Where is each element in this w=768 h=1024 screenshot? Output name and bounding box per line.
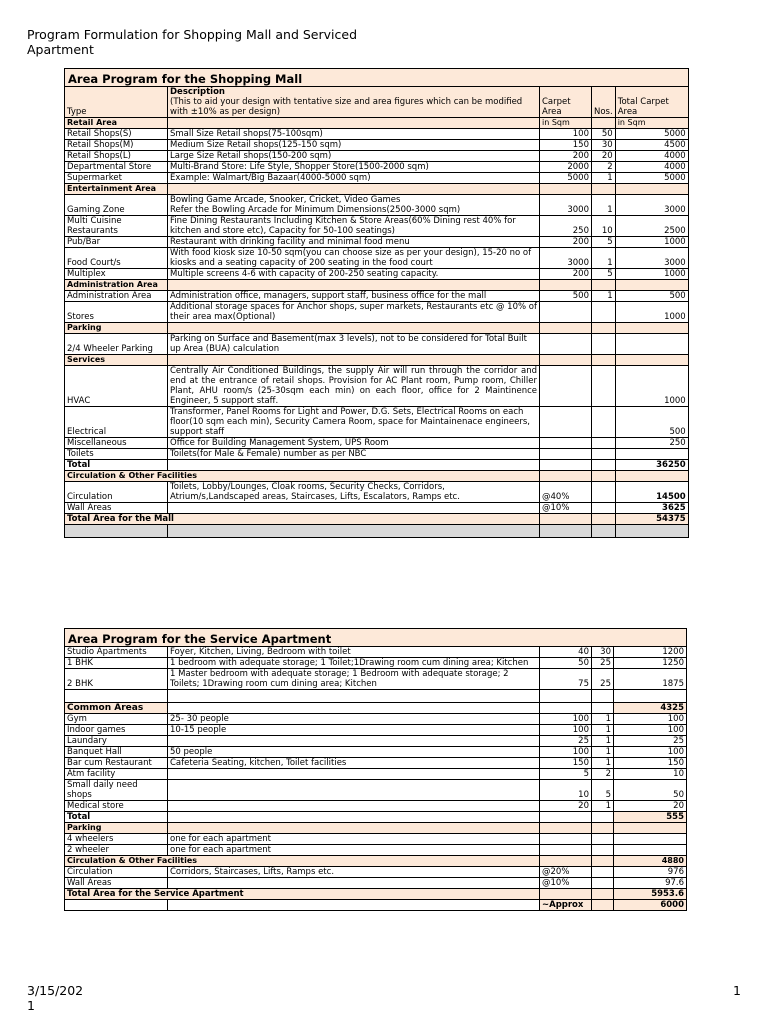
cell-type: Stores <box>65 302 168 323</box>
cell-nos: 1 <box>592 248 616 269</box>
cell-desc: Large Size Retail shops(150-200 sqm) <box>168 151 540 162</box>
section-label: Retail Area <box>65 118 168 129</box>
cell-desc: one for each apartment <box>168 834 540 845</box>
cell-carpet: 2000 <box>540 162 592 173</box>
cell-desc: Corridors, Staircases, Lifts, Ramps etc. <box>168 867 540 878</box>
cell-total: 2500 <box>615 216 688 237</box>
section-label: Administration Area <box>65 280 168 291</box>
cell-desc: Restaurant with drinking facility and minimal food menu <box>168 237 540 248</box>
cell-type: Atm facility <box>65 769 168 780</box>
table-row <box>65 878 687 889</box>
header-total-carpet-area: Total Carpet Area <box>615 87 688 118</box>
cell-nos <box>592 845 614 856</box>
header-type: Type <box>65 87 168 118</box>
table-row <box>65 302 689 323</box>
cell-nos: 1 <box>592 173 616 184</box>
cell-desc: Centrally Air Conditioned Buildings, the supply Air will run through the corridor and end at the entrance of retail shops. Provision for AC Plant room, Pump room, Chiller Plant, AHU room/s (25-30sqm each min) on each floor, office for 2 Maintinence Engineer, 5 support staff. <box>168 366 540 407</box>
cell-carpet: 500 <box>540 291 592 302</box>
cell-total: 36250 <box>615 460 688 471</box>
cell-total: 3625 <box>615 503 688 514</box>
cell-type: Administration Area <box>65 291 168 302</box>
section-label: Circulation & Other Facilities <box>65 471 540 482</box>
cell-desc: 10-15 people <box>168 725 540 736</box>
cell-carpet <box>540 460 592 471</box>
table-row <box>65 173 689 184</box>
mall-grand-total-value: 54375 <box>615 514 688 525</box>
cell-total <box>614 834 687 845</box>
cell-total: 100 <box>614 725 687 736</box>
cell-nos: 10 <box>592 216 616 237</box>
section-label: Services <box>65 355 168 366</box>
cell-nos: 5 <box>592 780 614 801</box>
cell-nos: 1 <box>592 801 614 812</box>
table-row <box>65 658 687 669</box>
cell-desc: Bowling Game Arcade, Snooker, Cricket, Video Games Refer the Bowling Arcade for Minimum Dimensions(2500-3000 sqm) <box>168 195 540 216</box>
cell-total: 150 <box>614 758 687 769</box>
cell-type: Multiplex <box>65 269 168 280</box>
table-row <box>65 438 689 449</box>
cell-nos: 1 <box>592 714 614 725</box>
header-description <box>168 87 540 118</box>
cell-total: 5000 <box>615 173 688 184</box>
table-row <box>65 736 687 747</box>
cell-nos: 2 <box>592 162 616 173</box>
cell-desc: Multiple screens 4-6 with capacity of 200-250 seating capacity. <box>168 269 540 280</box>
table-row <box>65 460 689 471</box>
section-label: Entertainment Area <box>65 184 168 195</box>
cell-nos: 20 <box>592 151 616 162</box>
cell-desc: Toilets, Lobby/Lounges, Cloak rooms, Security Checks, Corridors, Atrium/s,Landscaped areas, Staircases, Lifts, Escalators, Ramps etc. <box>168 482 540 503</box>
cell-total: 97.6 <box>614 878 687 889</box>
table-row <box>65 195 689 216</box>
cell-total: 4000 <box>615 151 688 162</box>
cell-nos <box>592 407 616 438</box>
cell-total: 1250 <box>614 658 687 669</box>
cell-carpet: 200 <box>540 269 592 280</box>
cell-desc: Multi-Brand Store: Life Style, Shopper Store(1500-2000 sqm) <box>168 162 540 173</box>
cell-type: 2 BHK <box>65 669 168 690</box>
cell-nos <box>592 834 614 845</box>
cell-type: HVAC <box>65 366 168 407</box>
cell-total: 25 <box>614 736 687 747</box>
common-areas-label: Common Areas <box>65 703 168 714</box>
section-label: Parking <box>65 323 168 334</box>
cell-type: Gaming Zone <box>65 195 168 216</box>
cell-total: 10 <box>614 769 687 780</box>
table-row <box>65 334 689 355</box>
common-total-label: Total <box>65 812 168 823</box>
cell-total <box>614 845 687 856</box>
approx-value: 6000 <box>614 900 687 911</box>
cell-carpet: 150 <box>540 140 592 151</box>
apt-circulation-total: 4880 <box>614 856 687 867</box>
table-row <box>65 237 689 248</box>
cell-carpet <box>540 302 592 323</box>
cell-type: Electrical <box>65 407 168 438</box>
table-row <box>65 482 689 503</box>
cell-type: Retail Shops(M) <box>65 140 168 151</box>
cell-desc <box>168 780 540 801</box>
cell-carpet: 200 <box>540 237 592 248</box>
cell-carpet: 5 <box>540 769 592 780</box>
cell-carpet: @10% <box>540 878 592 889</box>
cell-nos: 1 <box>592 291 616 302</box>
cell-total: 20 <box>614 801 687 812</box>
section-label: Parking <box>65 823 168 834</box>
cell-type: Pub/Bar <box>65 237 168 248</box>
cell-total: 1875 <box>614 669 687 690</box>
cell-total: 3000 <box>615 195 688 216</box>
cell-carpet: 50 <box>540 658 592 669</box>
cell-nos: 1 <box>592 736 614 747</box>
cell-desc: 1 Master bedroom with adequate storage; 1 Bedroom with adequate storage; 2 Toilets; 1Drawing room cum dining area; Kitchen <box>168 669 540 690</box>
common-total-value: 555 <box>614 812 687 823</box>
table-row <box>65 269 689 280</box>
cell-carpet <box>540 845 592 856</box>
cell-desc: Example: Walmart/Big Bazaar(4000-5000 sqm) <box>168 173 540 184</box>
cell-desc: Transformer, Panel Rooms for Light and Power, D.G. Sets, Electrical Rooms on each floor(10 sqm each min), Security Camera Room, space for Maintainenace engineers, support staff <box>168 407 540 438</box>
cell-desc: Cafeteria Seating, kitchen, Toilet facilities <box>168 758 540 769</box>
cell-nos <box>592 449 616 460</box>
cell-carpet: 3000 <box>540 195 592 216</box>
cell-desc: With food kiosk size 10-50 sqm(you can choose size as per your design), 15-20 no of kiosks and a seating capacity of 200 seating in the food court <box>168 248 540 269</box>
table-row <box>65 801 687 812</box>
cell-desc: 50 people <box>168 747 540 758</box>
cell-total: 250 <box>615 438 688 449</box>
cell-type: Wall Areas <box>65 878 168 889</box>
cell-total: 1000 <box>615 237 688 248</box>
cell-desc: Foyer, Kitchen, Living, Bedroom with toilet <box>168 647 540 658</box>
document-title: Program Formulation for Shopping Mall and Serviced Apartment <box>27 27 357 57</box>
cell-carpet <box>540 366 592 407</box>
approx-label: ~Approx <box>540 900 592 911</box>
cell-desc <box>168 460 540 471</box>
cell-desc: 1 bedroom with adequate storage; 1 Toilet;1Drawing room cum dining area; Kitchen <box>168 658 540 669</box>
cell-carpet: 10 <box>540 780 592 801</box>
cell-total: 1000 <box>615 302 688 323</box>
cell-carpet: 3000 <box>540 248 592 269</box>
cell-nos <box>592 503 616 514</box>
cell-total: 4000 <box>615 162 688 173</box>
header-nos: Nos. <box>592 87 616 118</box>
cell-total <box>615 334 688 355</box>
cell-carpet <box>540 334 592 355</box>
cell-carpet: 200 <box>540 151 592 162</box>
cell-total: 1200 <box>614 647 687 658</box>
cell-nos <box>592 460 616 471</box>
table-row <box>65 769 687 780</box>
apartment-area-table <box>64 628 687 911</box>
cell-desc: Office for Building Management System, UPS Room <box>168 438 540 449</box>
cell-carpet: 100 <box>540 747 592 758</box>
table-row <box>65 366 689 407</box>
cell-total: 1000 <box>615 269 688 280</box>
table-row <box>65 151 689 162</box>
table-row <box>65 714 687 725</box>
mall-area-table <box>64 68 689 538</box>
table-row <box>65 647 687 658</box>
cell-type: Toilets <box>65 449 168 460</box>
cell-desc: one for each apartment <box>168 845 540 856</box>
cell-type: 2 wheeler <box>65 845 168 856</box>
footer-page-number: 1 <box>733 983 741 998</box>
cell-carpet: @20% <box>540 867 592 878</box>
cell-type: Bar cum Restaurant <box>65 758 168 769</box>
cell-type: Multi Cuisine Restaurants <box>65 216 168 237</box>
table-row <box>65 162 689 173</box>
cell-type: Retail Shops(S) <box>65 129 168 140</box>
cell-nos: 30 <box>592 647 614 658</box>
cell-type: Small daily need shops <box>65 780 168 801</box>
cell-type: Supermarket <box>65 173 168 184</box>
table-row <box>65 407 689 438</box>
cell-type: Food Court/s <box>65 248 168 269</box>
cell-carpet: 100 <box>540 725 592 736</box>
cell-carpet <box>540 438 592 449</box>
table-row <box>65 747 687 758</box>
cell-desc: Small Size Retail shops(75-100sqm) <box>168 129 540 140</box>
cell-type: Departmental Store <box>65 162 168 173</box>
table-row <box>65 669 687 690</box>
cell-total: 1000 <box>615 366 688 407</box>
table-row <box>65 216 689 237</box>
cell-desc: 25- 30 people <box>168 714 540 725</box>
cell-nos: 50 <box>592 129 616 140</box>
cell-nos <box>592 334 616 355</box>
cell-carpet: 150 <box>540 758 592 769</box>
cell-total: 100 <box>614 714 687 725</box>
header-total-unit: in Sqm <box>615 118 688 129</box>
table-row <box>65 834 687 845</box>
cell-nos: 5 <box>592 269 616 280</box>
cell-carpet: 25 <box>540 736 592 747</box>
table-row <box>65 129 689 140</box>
apt-grand-total-value: 5953.6 <box>614 889 687 900</box>
cell-type: 4 wheelers <box>65 834 168 845</box>
cell-carpet: 250 <box>540 216 592 237</box>
cell-nos: 25 <box>592 669 614 690</box>
cell-total <box>615 449 688 460</box>
cell-nos: 1 <box>592 725 614 736</box>
cell-nos <box>592 482 616 503</box>
cell-type: Gym <box>65 714 168 725</box>
cell-type: Indoor games <box>65 725 168 736</box>
cell-carpet: 20 <box>540 801 592 812</box>
cell-desc: Additional storage spaces for Anchor shops, super markets, Restaurants etc @ 10% of their area max(Optional) <box>168 302 540 323</box>
mall-grand-total-label: Total Area for the Mall <box>65 514 540 525</box>
header-carpet-unit: in Sqm <box>540 118 592 129</box>
header-description-title: Description <box>170 87 225 97</box>
cell-total: 50 <box>614 780 687 801</box>
footer-date: 3/15/2021 <box>27 983 84 1013</box>
cell-nos: 25 <box>592 658 614 669</box>
cell-nos: 1 <box>592 758 614 769</box>
cell-carpet: 75 <box>540 669 592 690</box>
cell-nos <box>592 366 616 407</box>
cell-nos <box>592 878 614 889</box>
cell-carpet: 100 <box>540 129 592 140</box>
cell-carpet <box>540 407 592 438</box>
section-label: Circulation & Other Facilities <box>65 856 540 867</box>
cell-type: Retail Shops(L) <box>65 151 168 162</box>
cell-total: 3000 <box>615 248 688 269</box>
cell-type: 2/4 Wheeler Parking <box>65 334 168 355</box>
cell-nos: 1 <box>592 747 614 758</box>
cell-type: Banquet Hall <box>65 747 168 758</box>
common-areas-total: 4325 <box>614 703 687 714</box>
cell-type: Circulation <box>65 482 168 503</box>
cell-type: Laundary <box>65 736 168 747</box>
table-row <box>65 867 687 878</box>
cell-total: 500 <box>615 407 688 438</box>
table-row <box>65 449 689 460</box>
cell-nos: 30 <box>592 140 616 151</box>
cell-carpet: 100 <box>540 714 592 725</box>
cell-nos <box>592 302 616 323</box>
apt-grand-total-label: Total Area for the Service Apartment <box>65 889 540 900</box>
cell-desc: Parking on Surface and Basement(max 3 levels), not to be considered for Total Built up Area (BUA) calculation <box>168 334 540 355</box>
cell-carpet <box>540 834 592 845</box>
table-row <box>65 725 687 736</box>
table-row <box>65 758 687 769</box>
table-row <box>65 248 689 269</box>
cell-total: 500 <box>615 291 688 302</box>
cell-nos <box>592 438 616 449</box>
cell-type: Wall Areas <box>65 503 168 514</box>
cell-total: 4500 <box>615 140 688 151</box>
cell-carpet: @40% <box>540 482 592 503</box>
cell-desc: Medium Size Retail shops(125-150 sqm) <box>168 140 540 151</box>
mall-table-title: Area Program for the Shopping Mall <box>65 69 689 87</box>
cell-nos: 2 <box>592 769 614 780</box>
cell-desc: Toilets(for Male & Female) number as per NBC <box>168 449 540 460</box>
cell-nos <box>592 867 614 878</box>
cell-desc <box>168 503 540 514</box>
cell-type: 1 BHK <box>65 658 168 669</box>
header-carpet-area: Carpet Area <box>540 87 592 118</box>
header-description-note: (This to aid your design with tentative size and area figures which can be modified with ±10% as per design) <box>170 97 523 117</box>
cell-carpet <box>540 449 592 460</box>
cell-carpet: 40 <box>540 647 592 658</box>
cell-type: Medical store <box>65 801 168 812</box>
table-row <box>65 845 687 856</box>
cell-desc <box>168 736 540 747</box>
table-row <box>65 140 689 151</box>
cell-type: Miscellaneous <box>65 438 168 449</box>
cell-total: 14500 <box>615 482 688 503</box>
cell-total: 5000 <box>615 129 688 140</box>
cell-nos: 1 <box>592 195 616 216</box>
table-row <box>65 291 689 302</box>
cell-desc: Fine Dining Restaurants Including Kitchen & Store Areas(60% Dining rest 40% for kitchen and store etc), Capacity for 50-100 seatings) <box>168 216 540 237</box>
cell-desc <box>168 878 540 889</box>
apartment-table-title: Area Program for the Service Apartment <box>65 629 687 647</box>
table-row <box>65 780 687 801</box>
cell-total: 976 <box>614 867 687 878</box>
cell-type: Total <box>65 460 168 471</box>
cell-type: Circulation <box>65 867 168 878</box>
table-row <box>65 503 689 514</box>
cell-desc <box>168 769 540 780</box>
cell-nos: 5 <box>592 237 616 248</box>
cell-desc: Administration office, managers, support staff, business office for the mall <box>168 291 540 302</box>
cell-type: Studio Apartments <box>65 647 168 658</box>
cell-carpet: 5000 <box>540 173 592 184</box>
cell-total: 100 <box>614 747 687 758</box>
cell-desc <box>168 801 540 812</box>
cell-carpet: @10% <box>540 503 592 514</box>
